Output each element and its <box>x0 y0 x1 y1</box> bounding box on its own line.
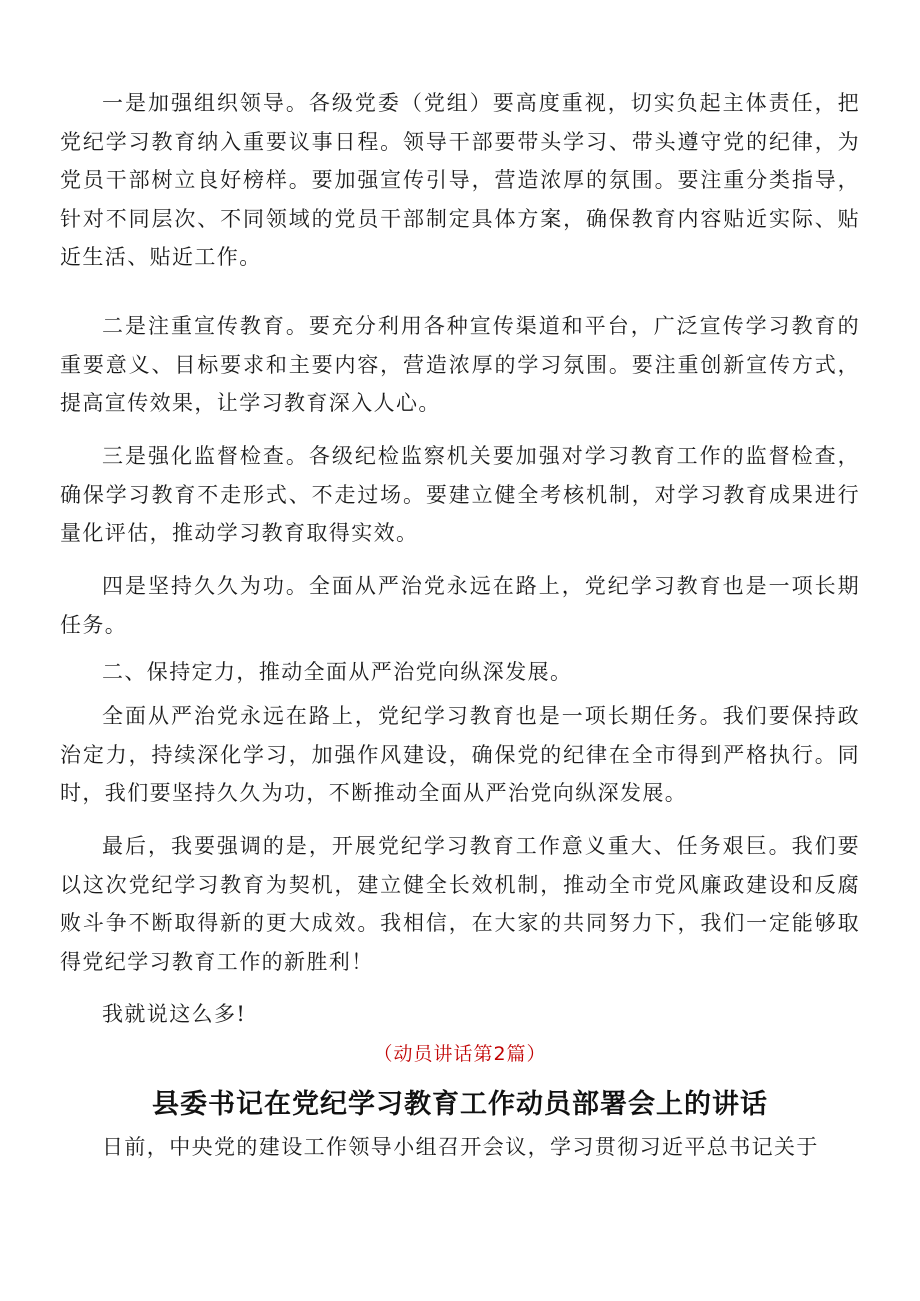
paragraph-intro: 日前，中央党的建设工作领导小组召开会议，学习贯彻习近平总书记关于 <box>102 1135 819 1159</box>
paragraph-publicity-education: 二是注重宣传教育。要充分利用各种宣传渠道和平台，广泛宣传学习教育的重要意义、目标要求和主要内容，营造浓厚的学习氛围。要注重创新宣传方式，提高宣传效果，让学习教育深入人心。 <box>60 314 860 415</box>
paragraph-persistence: 四是坚持久久为功。全面从严治党永远在路上，党纪学习教育也是一项长期任务。 <box>60 574 860 637</box>
paragraph-strengthen-leadership: 一是加强组织领导。各级党委（党组）要高度重视，切实负起主体责任，把党纪学习教育纳入重要议事日程。领导干部要带头学习、带头遵守党的纪律，为党员干部树立良好榜样。要加强宣传引导，营造浓厚的氛围。要注重分类指导，针对不同层次、不同领域的党员干部制定具体方案，确保教育内容贴近实际、贴近生活、贴近工作。 <box>60 91 860 269</box>
paragraph-closing-remark: 我就说这么多! <box>102 1002 247 1026</box>
section-heading-two: 二、保持定力，推动全面从严治党向纵深发展。 <box>102 660 573 684</box>
speech-title: 县委书记在党纪学习教育工作动员部署会上的讲话 <box>152 1089 768 1120</box>
paragraph-conclusion: 最后，我要强调的是，开展党纪学习教育工作意义重大、任务艰巨。我们要以这次党纪学习教育为契机，建立健全长效机制，推动全市党风廉政建设和反腐败斗争不断取得新的更大成效。我相信，在大家的共同努力下，我们一定能够取得党纪学习教育工作的新胜利！ <box>60 834 860 974</box>
paragraph-supervision-inspection: 三是强化监督检查。各级纪检监察机关要加强对学习教育工作的监督检查，确保学习教育不走形式、不走过场。要建立健全考核机制，对学习教育成果进行量化评估，推动学习教育取得实效。 <box>60 444 860 545</box>
speech-number-subtitle: （动员讲话第2篇） <box>373 1043 547 1065</box>
paragraph-maintain-focus: 全面从严治党永远在路上，党纪学习教育也是一项长期任务。我们要保持政治定力，持续深化学习，加强作风建设，确保党的纪律在全市得到严格执行。同时，我们要坚持久久为功，不断推动全面从严治党向纵深发展。 <box>60 704 860 805</box>
